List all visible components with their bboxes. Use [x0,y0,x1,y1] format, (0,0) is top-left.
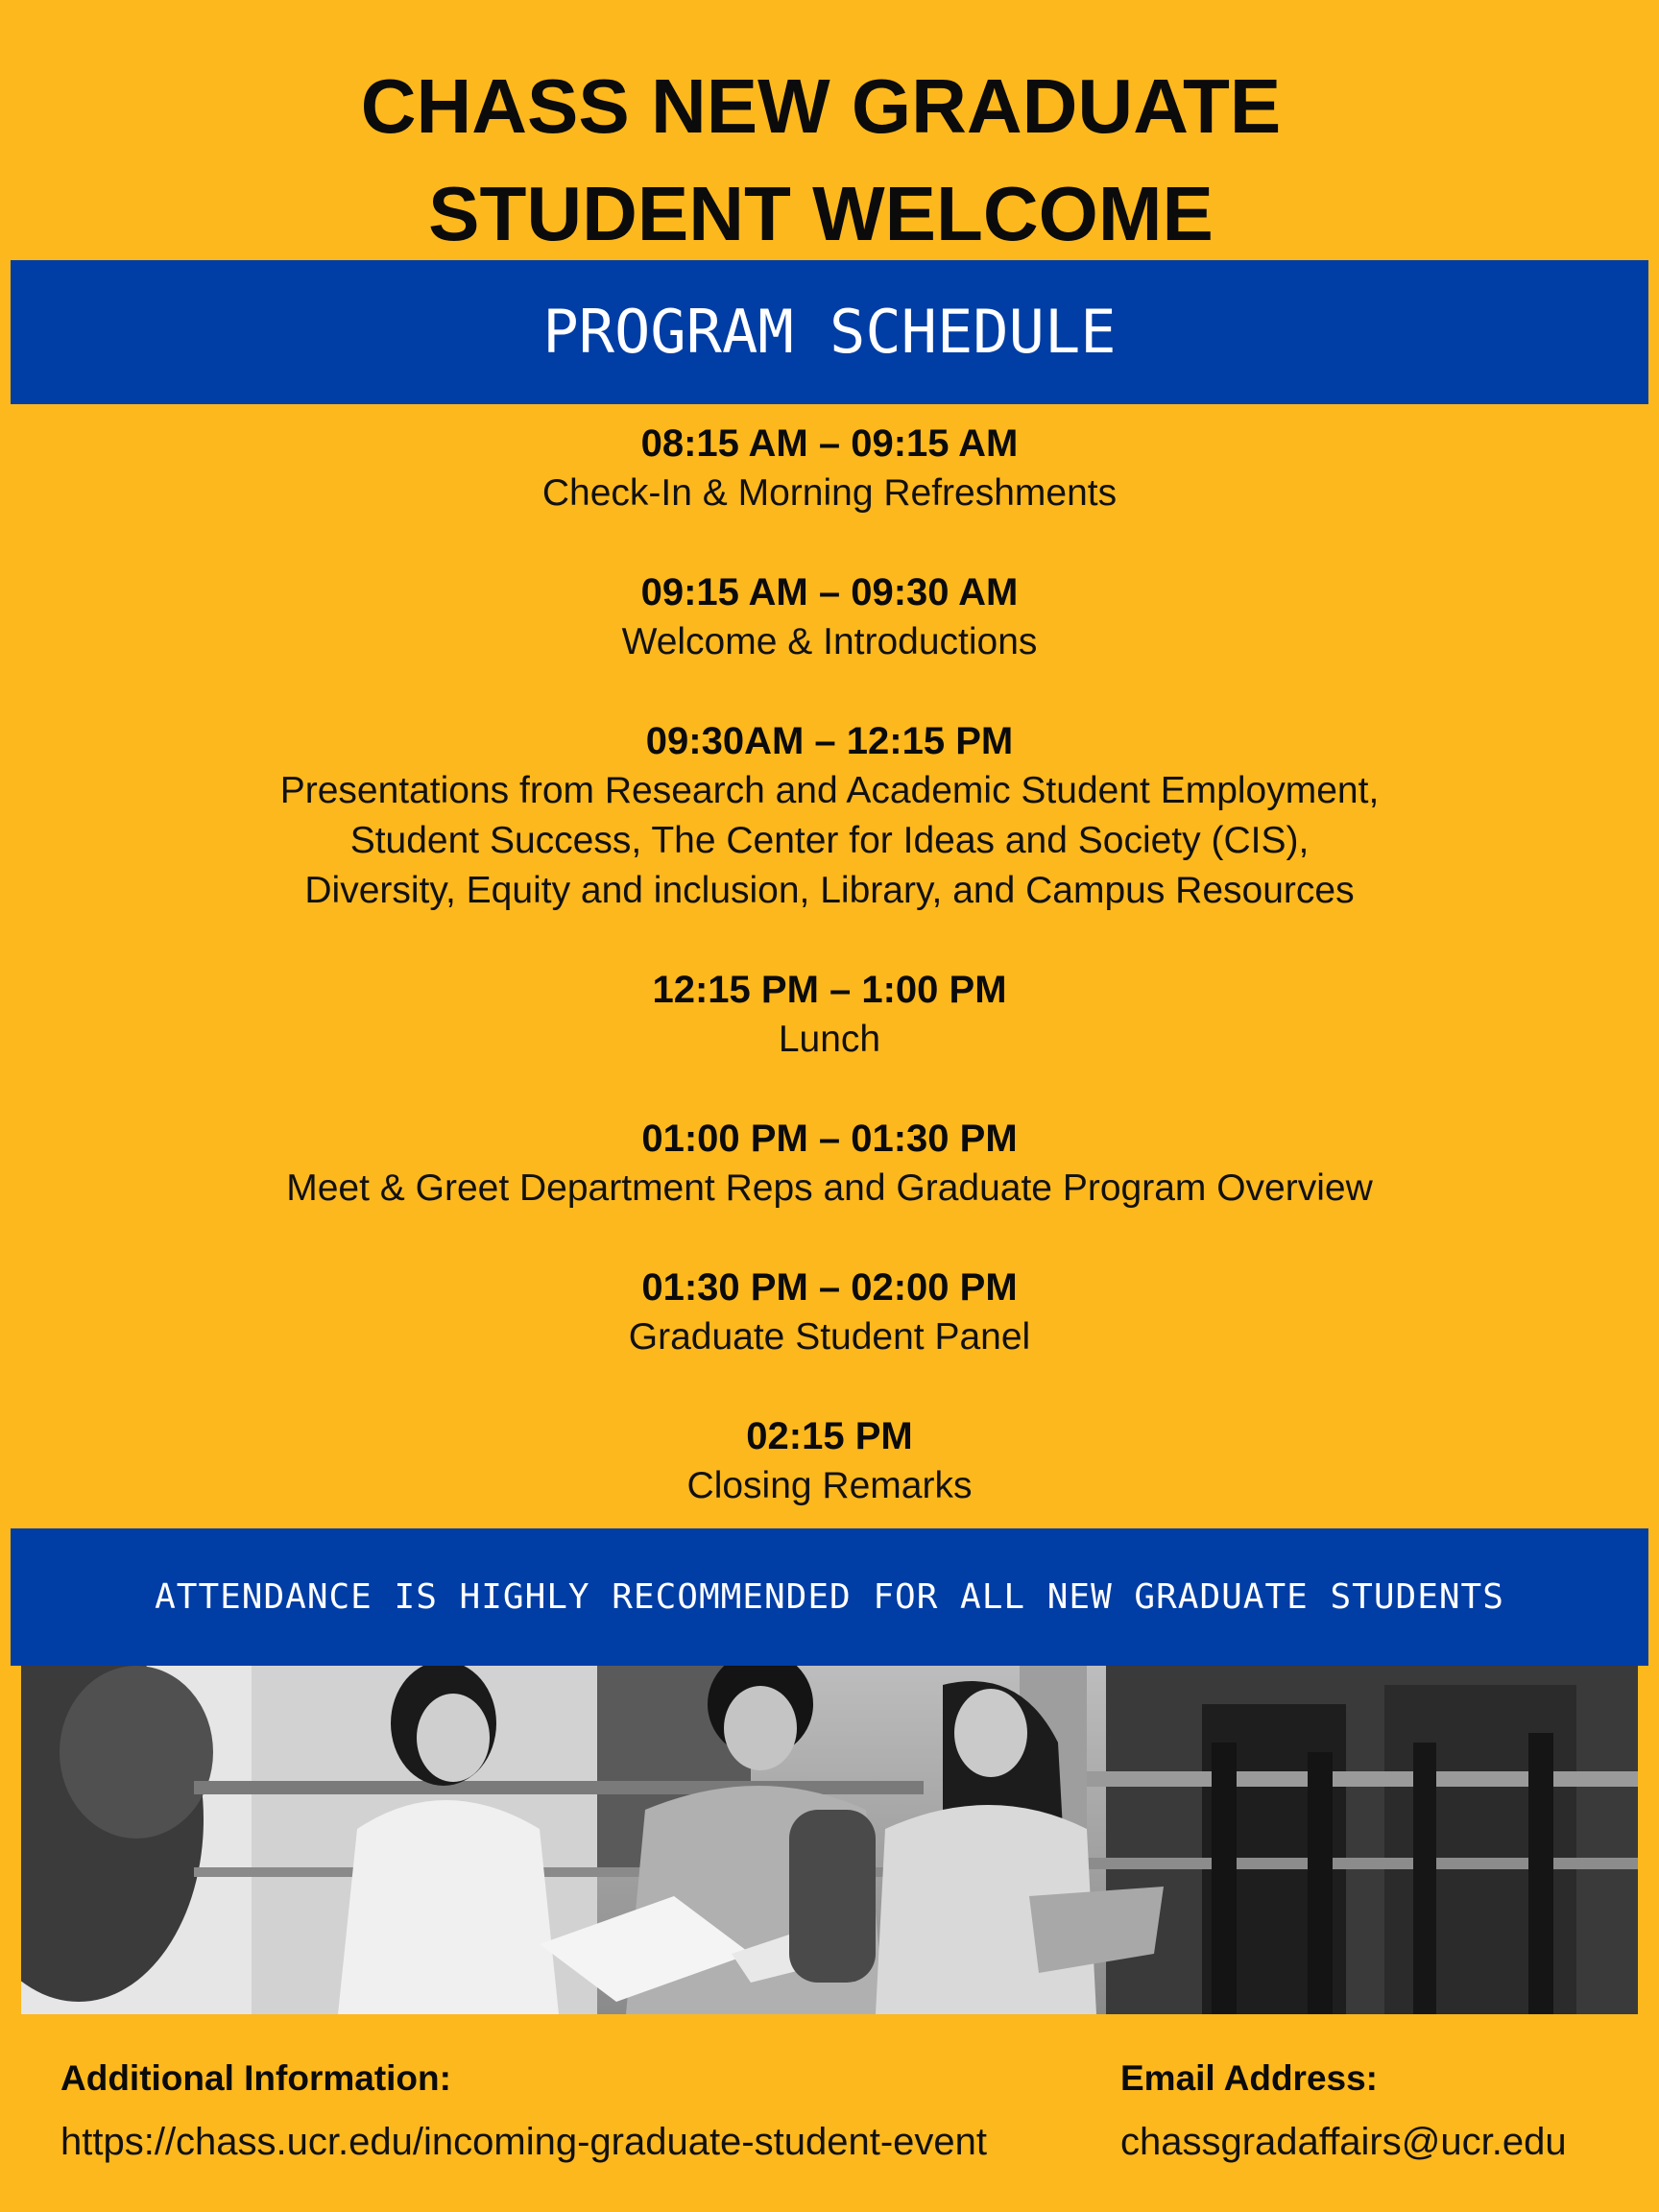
schedule-item [0,716,1659,916]
schedule-description: Presentations from Research and Academic Student Employment, [279,770,1380,811]
email-link[interactable]: chassgradaffairs@ucr.edu [1120,2121,1567,2163]
schedule-time: 08:15 AM – 09:15 AM [640,422,1019,465]
schedule-description: Closing Remarks [686,1465,973,1506]
attendance-banner: ATTENDANCE IS HIGHLY RECOMMENDED FOR ALL NEW GRADUATE STUDENTS [11,1528,1648,1666]
schedule-item [0,1411,1659,1511]
page-title-line-2: STUDENT WELCOME [428,171,1214,256]
schedule-item [0,1262,1659,1362]
schedule-description: Diversity, Equity and inclusion, Library, and Campus Resources [304,870,1355,911]
schedule-description: Graduate Student Panel [628,1316,1031,1358]
email-label: Email Address: [1120,2058,1378,2098]
program-schedule-banner: PROGRAM SCHEDULE [11,260,1648,404]
schedule-description: Check-In & Morning Refreshments [541,472,1118,514]
students-photo [21,1666,1638,2014]
page-title [0,53,1642,268]
schedule-item [0,1114,1659,1214]
schedule-time: 09:15 AM – 09:30 AM [640,571,1019,613]
schedule-time: 01:30 PM – 02:00 PM [641,1266,1018,1309]
schedule-list [0,419,1659,1560]
schedule-time: 09:30AM – 12:15 PM [645,720,1014,762]
schedule-time: 12:15 PM – 1:00 PM [652,969,1007,1011]
schedule-description: Lunch [778,1019,881,1060]
schedule-item [0,965,1659,1065]
schedule-time: 01:00 PM – 01:30 PM [641,1118,1018,1160]
schedule-item [0,567,1659,667]
schedule-description: Welcome & Introductions [621,621,1038,662]
page-title-line-1: CHASS NEW GRADUATE [360,63,1282,149]
schedule-description: Student Success, The Center for Ideas and Society (CIS), [349,820,1310,861]
schedule-description: Meet & Greet Department Reps and Graduate Program Overview [286,1167,1373,1209]
additional-info-link[interactable]: https://chass.ucr.edu/incoming-graduate-student-event [60,2121,987,2163]
schedule-time: 02:15 PM [746,1415,913,1457]
schedule-item [0,419,1659,518]
additional-info-label: Additional Information: [60,2058,451,2098]
